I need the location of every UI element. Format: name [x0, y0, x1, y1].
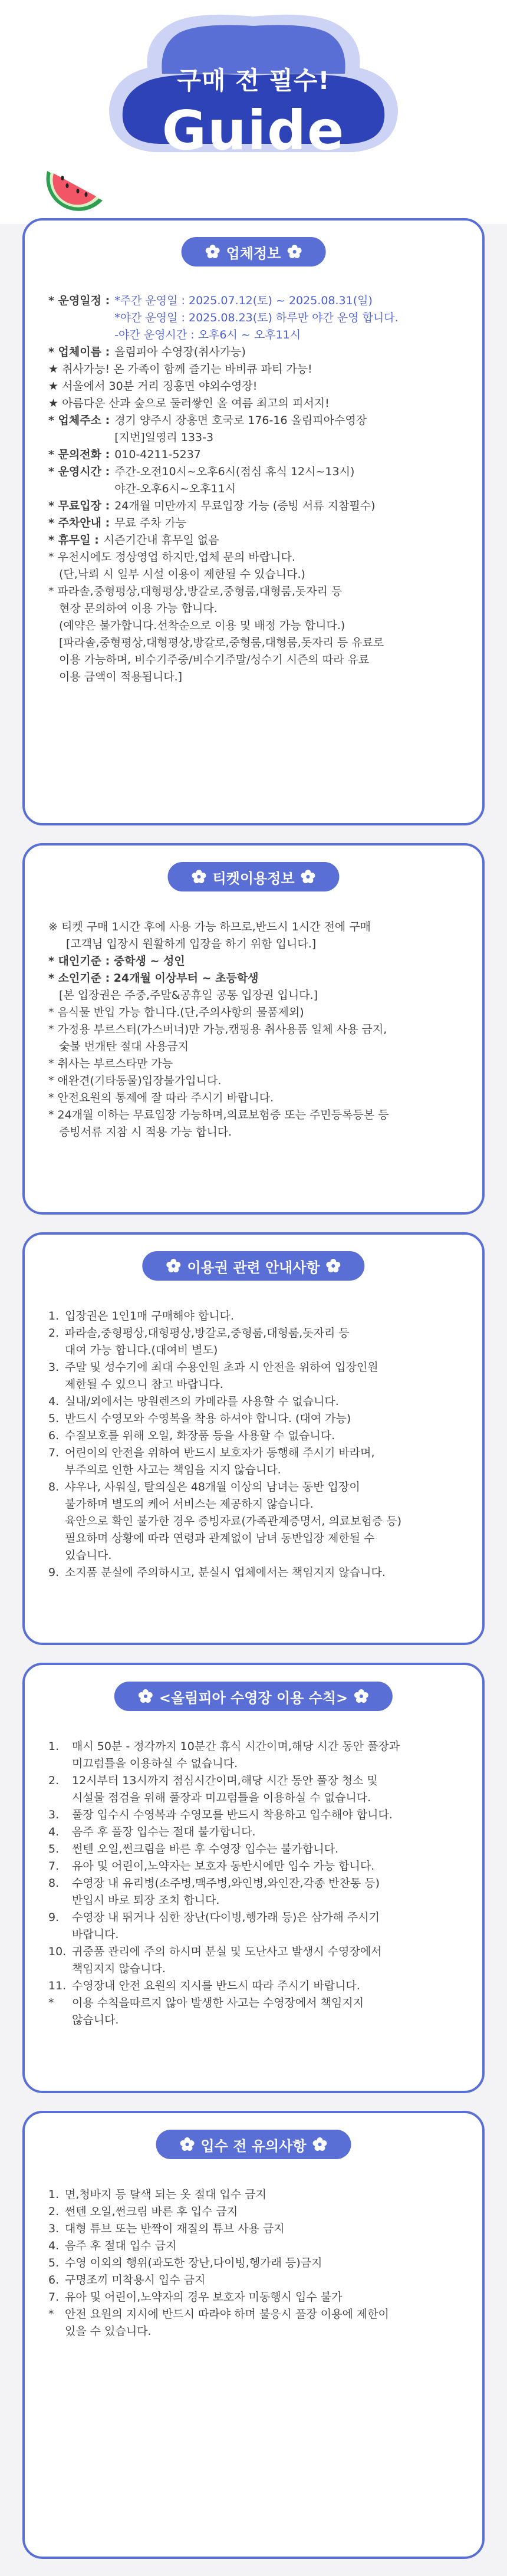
business-info-header [182, 237, 326, 267]
list-item-text [65, 1410, 351, 1427]
list-item-line: 귀중품 관리에 주의 하시며 분실 및 도난사고 발생시 수영장에서 [72, 1945, 382, 1958]
list-item [48, 1427, 465, 1445]
list-item-line: 시설물 점검을 위해 풀장과 미끄럼틀을 이용하실 수 없습니다. [72, 1791, 371, 1804]
list-item-line: 썬텐 오일,썬크림 바른 후 입수 금지 [65, 2205, 238, 2218]
list-item-line: 유아 및 어린이,노약자는 보호자 동반시에만 입수 가능 합니다. [72, 1860, 375, 1873]
list-item [48, 1308, 465, 1325]
list-item-text [72, 1875, 380, 1909]
star-line: ★ 아름다운 산과 숲으로 둘러쌓인 올 여름 최고의 피서지! [48, 397, 330, 410]
list-item-text [65, 2238, 176, 2255]
list-item-number: 6. [48, 2274, 60, 2287]
name-row [48, 344, 465, 361]
header [0, 0, 507, 224]
list-item-line: 매시 50분 - 정각까지 10분간 휴식 시간이며,해당 시간 동안 풀장과 [72, 1740, 400, 1753]
ticket-line: * 애완견(기타동물)입장불가입니다. [48, 1074, 222, 1087]
pool-rules-title: <올림피아 수영장 이용 수칙> [159, 1689, 348, 1706]
flower-icon [205, 244, 220, 259]
address-line: [지번]일영리 133-3 [114, 431, 214, 444]
star-line: ★ 취사가능! 온 가족이 함께 즐기는 바비큐 파티 가능! [48, 363, 312, 376]
period-line: *야간 운영일 : 2025.08.23(토) 하루만 야간 운영 합니다. [114, 311, 399, 324]
list-item [48, 2306, 465, 2340]
parking-value: 무료 주차 가능 [114, 516, 187, 529]
list-item-line: 대여 가능 합니다.(대여비 별도) [65, 1344, 218, 1357]
list-item [48, 2289, 465, 2306]
caution-title: 입수 전 유의사항 [200, 2137, 307, 2154]
list-item-line: 육안으로 확인 불가한 경우 증빙자료(가족관계증명서, 의료보험증 등) [65, 1515, 402, 1528]
list-item-number: * [48, 2308, 54, 2321]
list-item-line: 파라솔,중형평상,대형평상,방갈로,중형룸,대형룸,돗자리 등 [65, 1327, 350, 1340]
business-info-content [48, 292, 465, 686]
ticket-line: 증빙서류 지참 시 적용 가능 합니다. [59, 1126, 232, 1139]
list-item-number: 3. [48, 1808, 60, 1821]
name-value: 올림피아 수영장(취사가능) [114, 346, 246, 358]
list-item [48, 1995, 465, 2029]
parking-label: * 주차안내 : [48, 516, 110, 529]
note-line: * 파라솔,중형평상,대형평상,방갈로,중형룸,대형룸,돗자리 등 [48, 585, 343, 598]
list-item-text [65, 2203, 238, 2220]
list-item-line: 불가하며 별도의 케어 서비스는 제공하지 않습니다. [65, 1498, 314, 1511]
list-item-text [65, 1359, 378, 1393]
list-item-number: 7. [48, 1446, 60, 1459]
list-item-text [65, 1427, 335, 1445]
ticket-info-card [22, 843, 485, 1215]
list-item-line: 어린이의 안전을 위하여 반드시 보호자가 동행해 주시기 바라며, [65, 1446, 375, 1459]
list-item-line: 필요하며 상황에 따라 연령과 관계없이 남녀 동반입장 제한될 수 [65, 1532, 375, 1545]
badge-subtitle: 구매 전 필수! [177, 66, 330, 95]
list-item-text [72, 1807, 393, 1824]
ticket-line: [본 입장권은 주중,주말&공휴일 공통 입장권 입니다.] [59, 989, 318, 1002]
list-item-line: 유아 및 어린이,노약자의 경우 보호자 미동행시 입수 불가 [65, 2291, 343, 2304]
list-item-line: 바랍니다. [72, 1928, 119, 1941]
list-item-number: 5. [48, 1412, 60, 1425]
list-item [48, 2203, 465, 2220]
list-item [48, 1738, 465, 1772]
list-item-text [65, 1479, 401, 1564]
list-item-line: 대형 튜브 또는 반짝이 재질의 튜브 사용 금지 [65, 2222, 285, 2235]
ticket-info-title: 티켓이용정보 [212, 870, 295, 887]
period-line: *주간 운영일 : 2025.07.12(토) ~ 2025.08.31(일) [114, 294, 373, 307]
guide-badge [100, 12, 407, 165]
list-item-number: 4. [48, 1825, 60, 1838]
phone-label: * 문의전화 : [48, 448, 110, 461]
note-line: * 우천시에도 정상영업 하지만,업체 문의 바랍니다. [48, 551, 295, 564]
list-item-line: 미끄럼틀을 이용하실 수 없습니다. [72, 1757, 238, 1770]
hours-line: 야간-오후6시~오후11시 [114, 482, 236, 495]
list-item-text [65, 1445, 375, 1479]
list-item-text [65, 2220, 285, 2238]
list-item-number: 2. [48, 1327, 60, 1340]
flower-icon [287, 244, 302, 259]
list-item-text [72, 1824, 256, 1841]
list-item-text [65, 1325, 350, 1359]
list-item [48, 1410, 465, 1427]
list-item-number: 1. [48, 1740, 60, 1753]
ticket-info-content [48, 919, 465, 1141]
badge-title: Guide [162, 99, 345, 162]
list-item [48, 1824, 465, 1841]
list-item-number: 9. [48, 1911, 60, 1924]
caution-list [48, 2186, 465, 2340]
list-item-line: 수영장 내 뛰거나 심한 장난(다이빙,헹가래 등)은 삼가해 주시기 [72, 1911, 380, 1924]
list-item-line: 수영장 내 유리병(소주병,맥주병,와인병,와인잔,각종 반찬통 등) [72, 1877, 380, 1890]
flower-icon [354, 1689, 369, 1704]
list-item-line: 반입시 바로 퇴장 조치 합니다. [72, 1894, 220, 1907]
ticket-line: * 24개월 이하는 무료입장 가능하며,의료보험증 또는 주민등록등본 등 [48, 1108, 389, 1121]
list-item-text [65, 1564, 386, 1581]
list-item-line: 이용 수칙을따르지 않아 발생한 사고는 수영장에서 책임지지 [72, 1996, 364, 2009]
flower-icon [301, 869, 316, 884]
list-item [48, 1445, 465, 1479]
note-line: 이용 금액이 적용됩니다.] [59, 670, 183, 683]
list-item-number: 5. [48, 1843, 60, 1855]
list-item-text [72, 1978, 360, 1995]
ticket-line: * 소인기준 : 24개월 이상부터 ~ 초등학생 [48, 972, 259, 985]
list-item-text [72, 1738, 400, 1772]
list-item-number: 8. [48, 1877, 60, 1890]
ticket-line: * 안전요원의 통제에 잘 따라 주시기 바랍니다. [48, 1091, 274, 1104]
free-value: 24개월 미만까지 무료입장 가능 (증빙 서류 지참필수) [114, 499, 376, 512]
list-item [48, 1841, 465, 1858]
list-item [48, 1875, 465, 1909]
free-row [48, 498, 465, 515]
list-item [48, 1978, 465, 1995]
list-item-number: 8. [48, 1481, 60, 1493]
ticket-line: * 취사는 부르스타만 가능 [48, 1057, 173, 1070]
note-line: (단,낙뢰 시 일부 시설 이용이 제한될 수 있습니다.) [59, 568, 305, 581]
list-item-number: 3. [48, 2222, 60, 2235]
caution-header [156, 2130, 351, 2159]
list-item [48, 1393, 465, 1410]
ticket-line: ※ 티켓 구매 1시간 후에 사용 가능 하므로,반드시 1시간 전에 구매 [48, 920, 371, 933]
list-item-number: * [48, 1996, 54, 2009]
usage-notice-header [142, 1251, 364, 1281]
list-item [48, 1479, 465, 1564]
list-item [48, 2272, 465, 2289]
list-item [48, 2238, 465, 2255]
list-item [48, 2186, 465, 2203]
star-line: ★ 서울에서 30분 거리 징흥면 야외수영장! [48, 380, 258, 393]
flower-icon [191, 869, 206, 884]
list-item-line: 12시부터 13시까지 점심시간이며,해당 시간 동안 풀장 청소 및 [72, 1774, 378, 1787]
hours-line: 주간-오전10시~오후6시(점심 휴식 12시~13시) [114, 465, 355, 478]
list-item-text [72, 1841, 338, 1858]
list-item-line: 반드시 수영모와 수영복을 착용 하셔야 합니다. (대여 가능) [65, 1412, 351, 1425]
list-item [48, 1807, 465, 1824]
list-item-line: 소지품 분실에 주의하시고, 분실시 업체에서는 책임지지 않습니다. [65, 1566, 386, 1579]
list-item-line: 있을 수 있습니다. [65, 2325, 152, 2338]
list-item-line: 풀장 입수시 수영복과 수영모를 반드시 착용하고 입수해야 합니다. [72, 1808, 393, 1821]
list-item-number: 9. [48, 1566, 60, 1579]
phone-row [48, 446, 465, 463]
address-line: 경기 양주시 장흥면 호국로 176-16 올림피아수영장 [114, 414, 367, 427]
phone-value: 010-4211-5237 [114, 448, 201, 461]
ticket-line: [고객님 입장시 원활하게 입장을 하기 위함 입니다.] [66, 937, 317, 950]
caution-card [22, 2111, 485, 2559]
note-line: 현장 문의하여 이용 가능 합니다. [59, 602, 218, 615]
list-item-number: 5. [48, 2256, 60, 2269]
pool-rules-card [22, 1663, 485, 2093]
flower-icon [312, 2137, 328, 2152]
list-item-line: 음주 후 절대 입수 금지 [65, 2239, 177, 2252]
list-item-line: 않습니다. [72, 2014, 119, 2026]
hours-label: * 운영시간 : [48, 465, 110, 478]
list-item-text [65, 1308, 234, 1325]
list-item-number: 3. [48, 1361, 60, 1374]
list-item [48, 1858, 465, 1875]
ticket-line: * 음식물 반입 가능 합니다.(단,주의사항의 물품제외) [48, 1006, 304, 1019]
list-item-number: 11. [48, 1979, 67, 1992]
flower-icon [326, 1258, 341, 1274]
list-item-text [72, 1858, 374, 1875]
list-item-text [65, 2306, 389, 2340]
flower-icon [180, 2137, 195, 2152]
list-item-number: 2. [48, 2205, 60, 2218]
list-item-text [65, 2272, 205, 2289]
list-item-number: 1. [48, 2188, 60, 2201]
list-item-line: 수영 이외의 행위(과도한 장난,다이빙,헹가래 등)금지 [65, 2256, 322, 2269]
ticket-info-header [167, 862, 339, 891]
list-item-line: 제한될 수 있으니 참고 바랍니다. [65, 1378, 223, 1391]
period-label: * 운영일정 : [48, 294, 110, 307]
list-item-number: 4. [48, 1395, 60, 1408]
parking-row [48, 515, 465, 532]
list-item-number: 4. [48, 2239, 60, 2252]
ticket-line: 숯불 번개탄 절대 사용금지 [59, 1040, 189, 1053]
holiday-label: * 휴무일 : [48, 534, 99, 547]
list-item [48, 1359, 465, 1393]
ticket-line: * 가정용 부르스터(가스버너)만 가능,캠핑용 취사용품 일체 사용 금지, [48, 1023, 387, 1036]
list-item-number: 6. [48, 1429, 60, 1442]
usage-notice-list [48, 1308, 465, 1581]
holiday-row [48, 532, 465, 549]
business-info-title: 업체정보 [226, 245, 281, 262]
list-item-number: 2. [48, 1774, 60, 1787]
list-item-line: 샤우나, 사워실, 탈의실은 48개월 이상의 남녀는 동반 입장이 [65, 1481, 360, 1493]
list-item [48, 1772, 465, 1807]
list-item-line: 있습니다. [65, 1549, 112, 1562]
list-item-line: 부주의로 인한 사고는 책임을 지지 않습니다. [65, 1463, 281, 1476]
address-row [48, 412, 465, 446]
list-item [48, 1325, 465, 1359]
period-row [48, 292, 465, 344]
note-line: 이용 가능하며, 비수기주중/비수기주말/성수기 시즌의 따라 유료 [59, 653, 370, 666]
note-line: [파라솔,중형평상,대형평상,방갈로,중형룸,대형룸,돗자리 등 유료로 [59, 636, 384, 649]
note-line: (예약은 불가합니다.선착순으로 이용 및 배정 가능 합니다.) [59, 619, 345, 632]
list-item-line: 구명조끼 미착용시 입수 금지 [65, 2274, 206, 2287]
list-item-line: 음주 후 풀장 입수는 절대 불가합니다. [72, 1825, 256, 1838]
list-item-number: 1. [48, 1310, 60, 1322]
usage-notice-title: 이용권 관련 안내사항 [187, 1259, 320, 1276]
list-item-text [72, 1943, 382, 1978]
list-item-line: 주말 및 성수기에 최대 수용인원 초과 시 안전을 위하여 입장인원 [65, 1361, 378, 1374]
business-info-card [22, 218, 485, 825]
hours-row [48, 463, 465, 498]
period-line: -야간 운영시간 : 오후6시 ~ 오후11시 [114, 328, 301, 341]
list-item-text [65, 2255, 322, 2272]
list-item [48, 1564, 465, 1581]
list-item-line: 수질보호를 위해 오일, 화장품 등을 사용할 수 없습니다. [65, 1429, 335, 1442]
flower-icon [166, 1258, 181, 1274]
usage-notice-card [22, 1232, 485, 1645]
list-item-line: 면,청바지 등 탈색 되는 옷 절대 입수 금지 [65, 2188, 266, 2201]
list-item-text [72, 1995, 364, 2029]
list-item [48, 2220, 465, 2238]
list-item-line: 책임지지 않습니다. [72, 1962, 166, 1975]
list-item [48, 1909, 465, 1943]
list-item-text [65, 1393, 339, 1410]
list-item-text [65, 2289, 342, 2306]
name-label: * 업체이름 : [48, 346, 110, 358]
list-item-number: 10. [48, 1945, 67, 1958]
list-item-line: 안전 요원의 지시에 반드시 따라야 하며 불응시 풀장 이용에 제한이 [65, 2308, 389, 2321]
holiday-value: 시즌기간내 휴무일 없음 [103, 534, 219, 547]
list-item-line: 썬텐 오일,썬크림을 바른 후 수영장 입수는 불가합니다. [72, 1843, 339, 1855]
list-item-text [72, 1772, 378, 1807]
list-item-text [72, 1909, 380, 1943]
list-item-text [65, 2186, 266, 2203]
pool-rules-header [114, 1682, 393, 1711]
free-label: * 무료입장 : [48, 499, 110, 512]
ticket-line: * 대인기준 : 중학생 ~ 성인 [48, 955, 185, 968]
watermelon-icon [42, 159, 107, 212]
list-item-line: 수영장내 안전 요원의 지시를 반드시 따라 주시기 바랍니다. [72, 1979, 360, 1992]
pool-rules-list [48, 1738, 465, 2029]
list-item [48, 1943, 465, 1978]
list-item-number: 7. [48, 2291, 60, 2304]
list-item [48, 2255, 465, 2272]
list-item-line: 실내/외에서는 망원렌즈의 카메라를 사용할 수 없습니다. [65, 1395, 339, 1408]
list-item-number: 7. [48, 1860, 60, 1873]
address-label: * 업체주소 : [48, 414, 110, 427]
flower-icon [138, 1689, 153, 1704]
list-item-line: 입장권은 1인1매 구매해야 합니다. [65, 1310, 234, 1322]
